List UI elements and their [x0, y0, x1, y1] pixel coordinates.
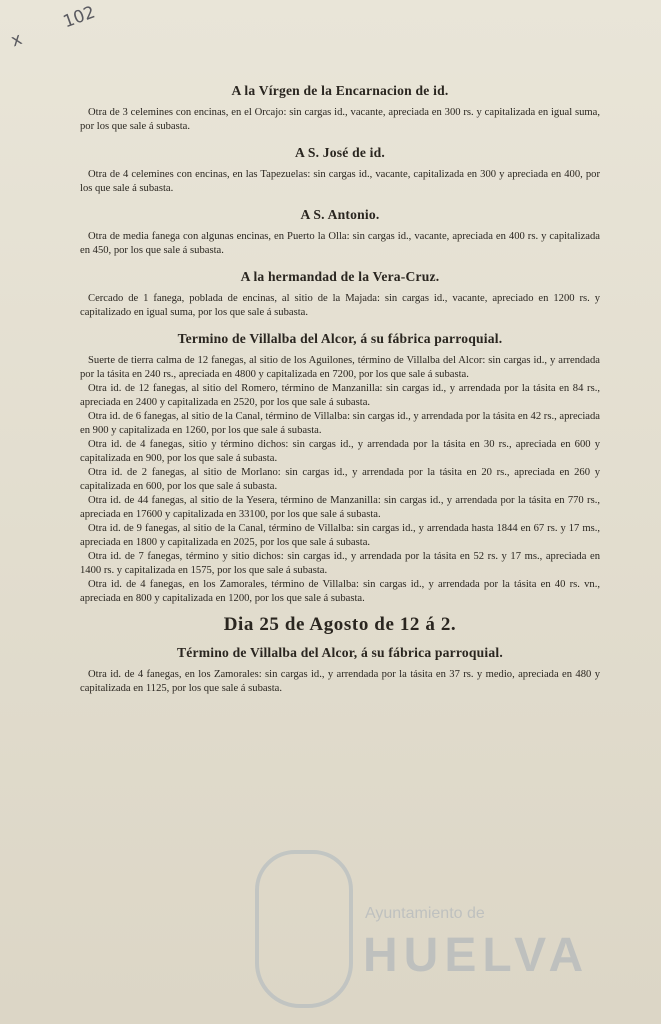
section-heading: A la Vírgen de la Encarnacion de id.: [231, 83, 449, 98]
section-heading: A S. Antonio.: [300, 207, 380, 222]
paragraph: Otra id. de 4 fanegas, sitio y término dichos: sin cargas id., y arrendada por la tásita en 30 rs., apreciada en 600 y capitalizada en 900, por los que sale á subasta.: [80, 439, 600, 464]
paragraph: Otra de media fanega con algunas encinas, en Puerto la Olla: sin cargas id., vacante, apreciada en 400 rs. y capitalizada en 450, por los que sale á subasta.: [80, 231, 600, 256]
paragraph: Otra de 3 celemines con encinas, en el Orcajo: sin cargas id., vacante, apreciada en 300 rs. y capitalizada en igual suma, por los que sale á subasta.: [80, 107, 600, 132]
paragraph: Otra id. de 12 fanegas, al sitio del Romero, término de Manzanilla: sin cargas id., y arrendada por la tásita en 84 rs., apreciada en 2400 y capitalizada en 2520, por los que sale á subasta.: [80, 383, 600, 408]
paragraph: Otra id. de 7 fanegas, término y sitio dichos: sin cargas id., y arrendada por la tásita en 52 rs. y 17 ms., apreciada en 1400 rs. y capitalizada en 1575, por los que sale á subasta.: [80, 551, 600, 576]
section-virgen-encarnacion: [80, 84, 600, 134]
paragraph: Otra id. de 4 fanegas, en los Zamorales: sin cargas id., y arrendada por la tásita en 37 rs. y medio, apreciada en 480 y capitalizada en 1125, por los que sale á subasta.: [80, 669, 600, 694]
section-final-villalba: [80, 646, 600, 696]
section-heading: Termino de Villalba del Alcor, á su fábrica parroquial.: [177, 331, 503, 346]
document-body: [80, 84, 600, 708]
section-heading: Término de Villalba del Alcor, á su fábrica parroquial.: [177, 645, 503, 660]
section-vera-cruz: [80, 270, 600, 320]
paragraph: Otra id. de 2 fanegas, al sitio de Morlano: sin cargas id., y arrendada por la tásita en 20 rs., apreciada en 260 y capitalizada en 600, por los que sale á subasta.: [80, 467, 600, 492]
paragraph: Suerte de tierra calma de 12 fanegas, al sitio de los Aguilones, término de Villalba del Alcor: sin cargas id., y arrendada por la tásita en 240 rs., apreciada en 4800 y capitalizada en 7200, por los que sale á subasta.: [80, 355, 600, 380]
watermark-small-text: Ayuntamiento de: [365, 905, 485, 922]
section-villalba-fabrica: [80, 332, 600, 606]
watermark-big-text: HUELVA: [363, 929, 590, 982]
corner-mark-number: 102: [60, 2, 98, 33]
section-san-jose: [80, 146, 600, 196]
date-heading: Dia 25 de Agosto de 12 á 2.: [223, 614, 457, 635]
corner-mark-x: x: [8, 29, 25, 52]
coat-of-arms-icon: [255, 850, 353, 1008]
section-heading: A la hermandad de la Vera-Cruz.: [240, 269, 440, 284]
section-heading: A S. José de id.: [294, 145, 386, 160]
paragraph: Otra de 4 celemines con encinas, en las Tapezuelas: sin cargas id., vacante, capitalizada en 300 y apreciada en 400, por los que sale á subasta.: [80, 169, 600, 194]
paragraph: Otra id. de 6 fanegas, al sitio de la Canal, término de Villalba: sin cargas id., y arrendada por la tásita en 42 rs., apreciada en 900 y capitalizada en 1260, por los que sale á subasta.: [80, 411, 600, 436]
watermark: [255, 850, 590, 1010]
section-san-antonio: [80, 208, 600, 258]
paragraph: Otra id. de 4 fanegas, en los Zamorales, término de Villalba: sin cargas id., y arrendada por la tásita en 40 rs. vn., apreciada en 800 y capitalizada en 1200, por los que sale á subasta.: [80, 579, 600, 604]
paragraph: Otra id. de 9 fanegas, al sitio de la Canal, término de Villalba: sin cargas id., y arrendada hasta 1844 en 67 rs. y 17 ms., apreciada en 1800 y capitalizada en 2025, por los que sale á subasta.: [80, 523, 600, 548]
handwritten-marks: [8, 0, 135, 51]
paragraph: Cercado de 1 fanega, poblada de encinas, al sitio de la Majada: sin cargas id., vacante, apreciado en 1200 rs. y capitalizado en igual suma, por los que sale á subasta.: [80, 293, 600, 318]
paragraph: Otra id. de 44 fanegas, al sitio de la Yesera, término de Manzanilla: sin cargas id., y arrendada por la tásita en 770 rs., apreciada en 17600 y capitalizada en 33100, por los que sale á subasta.: [80, 495, 600, 520]
